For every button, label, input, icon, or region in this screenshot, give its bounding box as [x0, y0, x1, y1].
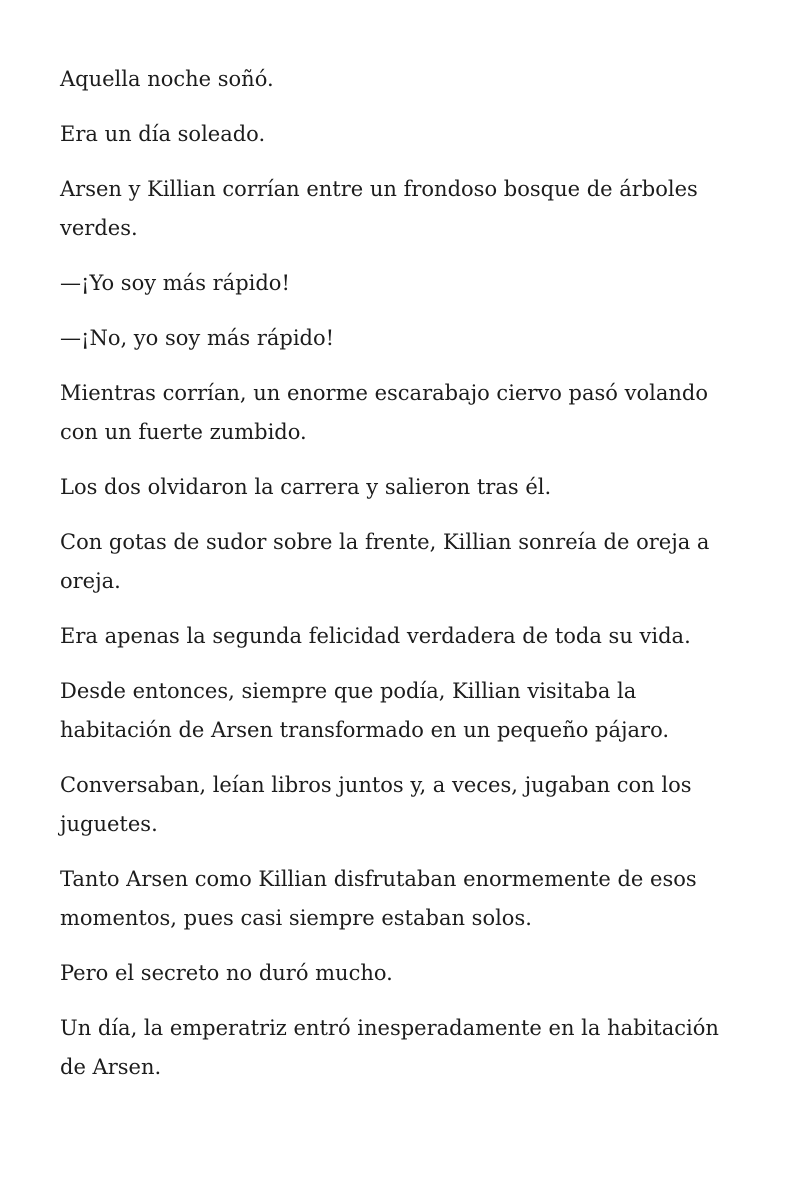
paragraph: Aquella noche soñó. [60, 67, 274, 91]
document-body [60, 60, 750, 1103]
paragraph: Era un día soleado. [60, 122, 266, 146]
paragraph: Mientras corrían, un enorme escarabajo ciervo pasó volando con un fuerte zumbido. [60, 381, 708, 444]
paragraph: Tanto Arsen como Killian disfrutaban enormemente de esos momentos, pues casi siempre estaban solos. [60, 867, 697, 930]
paragraph: Los dos olvidaron la carrera y salieron tras él. [60, 475, 552, 499]
paragraph: Desde entonces, siempre que podía, Killian visitaba la habitación de Arsen transformado en un pequeño pájaro. [60, 679, 670, 742]
paragraph: Pero el secreto no duró mucho. [60, 961, 393, 985]
paragraph: Un día, la emperatriz entró inesperadamente en la habitación de Arsen. [60, 1016, 719, 1079]
paragraph: Arsen y Killian corrían entre un frondoso bosque de árboles verdes. [60, 177, 698, 240]
paragraph: Conversaban, leían libros juntos y, a veces, jugaban con los juguetes. [60, 773, 692, 836]
paragraph: —¡Yo soy más rápido! [60, 271, 290, 295]
paragraph: Con gotas de sudor sobre la frente, Killian sonreía de oreja a oreja. [60, 530, 710, 593]
paragraph: Era apenas la segunda felicidad verdadera de toda su vida. [60, 624, 691, 648]
paragraph: —¡No, yo soy más rápido! [60, 326, 335, 350]
